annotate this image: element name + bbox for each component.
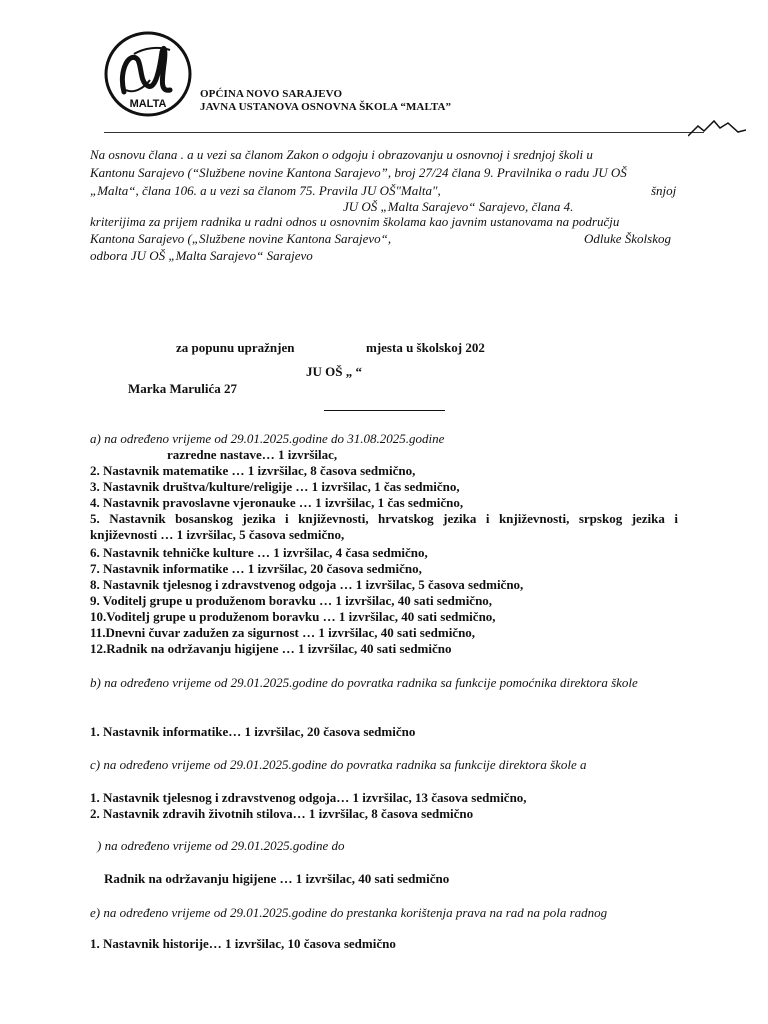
title-line-1b: mjesta u školskoj 202 <box>366 340 485 355</box>
intro-line-4: JU OŠ „Malta Sarajevo“ Sarajevo, člana 4. <box>343 199 574 214</box>
intro-line-3a: „Malta“, člana 106. a u vezi sa članom 75. Pravila JU OŠ"Malta", <box>90 183 441 198</box>
school-logo <box>104 30 192 122</box>
school-name: JAVNA USTANOVA OSNOVNA ŠKOLA “MALTA” <box>200 101 452 113</box>
header-rule <box>104 132 704 133</box>
section-b-item: 1. Nastavnik informatike… 1 izvršilac, 20 časova sedmično <box>90 724 416 739</box>
section-d-heading: ) na određeno vrijeme od 29.01.2025.godine do <box>97 838 345 853</box>
section-a-item: 5. Nastavnik bosanskog jezika i književnosti, hrvatskog jezika i književnosti, srpskog jezika i <box>90 511 678 526</box>
section-a-item: 11.Dnevni čuvar zadužen za sigurnost … 1 izvršilac, 40 sati sedmično, <box>90 625 476 640</box>
section-a-item: književnosti … 1 izvršilac, 5 časova sedmično, <box>90 527 345 542</box>
section-b-heading: b) na određeno vrijeme od 29.01.2025.godine do povratka radnika sa funkcije pomoćnika direktora škole <box>90 675 638 690</box>
section-a-item: 12.Radnik na održavanju higijene … 1 izvršilac, 40 sati sedmično <box>90 641 452 656</box>
section-c-item: 1. Nastavnik tjelesnog i zdravstvenog odgoja… 1 izvršilac, 13 časova sedmično, <box>90 790 527 805</box>
section-a-heading: a) na određeno vrijeme od 29.01.2025.godine do 31.08.2025.godine <box>90 431 445 446</box>
section-c-heading: c) na određeno vrijeme od 29.01.2025.godine do povratka radnika sa funkcije direktora škole a <box>90 757 587 772</box>
title-line-1a: za popunu upražnjen <box>176 340 295 355</box>
municipality-name: OPĆINA NOVO SARAJEVO <box>200 88 343 100</box>
intro-line-7: odbora JU OŠ „Malta Sarajevo“ Sarajevo <box>90 248 313 263</box>
section-a-item: 2. Nastavnik matematike … 1 izvršilac, 8 časova sedmično, <box>90 463 416 478</box>
intro-line-6a: Kantona Sarajevo („Službene novine Kantona Sarajevo“, <box>90 231 392 246</box>
section-c-item: 2. Nastavnik zdravih životnih stilova… 1 izvršilac, 8 časova sedmično <box>90 806 474 821</box>
intro-line-5: kriterijima za prijem radnika u radni odnos u osnovnim školama kao javnim ustanovama na području <box>90 214 620 229</box>
intro-line-1: Na osnovu člana . a u vezi sa članom Zakon o odgoju i obrazovanju u osnovnoj i srednjoj školi u <box>90 147 593 162</box>
section-d-item: Radnik na održavanju higijene … 1 izvršilac, 40 sati sedmično <box>104 871 450 886</box>
section-a-item: 4. Nastavnik pravoslavne vjeronauke … 1 izvršilac, 1 čas sedmično, <box>90 495 464 510</box>
logo-text: MALTA <box>129 98 167 110</box>
section-a-item: 6. Nastavnik tehničke kulture … 1 izvršilac, 4 časa sedmično, <box>90 545 428 560</box>
title-line-3: Marka Marulića 27 <box>128 381 238 396</box>
intro-line-3b: šnjoj <box>651 183 677 198</box>
section-a-item: 3. Nastavnik društva/kulture/religije … 1 izvršilac, 1 čas sedmično, <box>90 479 460 494</box>
mountain-icon <box>688 118 746 138</box>
section-a-item: razredne nastave… 1 izvršilac, <box>167 447 338 462</box>
section-a-item: 10.Voditelj grupe u produženom boravku … 1 izvršilac, 40 sati sedmično, <box>90 609 496 624</box>
section-e-item: 1. Nastavnik historije… 1 izvršilac, 10 časova sedmično <box>90 936 396 951</box>
intro-line-6b: Odluke Školskog <box>584 231 672 246</box>
section-a-item: 8. Nastavnik tjelesnog i zdravstvenog odgoja … 1 izvršilac, 5 časova sedmično, <box>90 577 524 592</box>
section-a-item: 7. Nastavnik informatike … 1 izvršilac, 20 časova sedmično, <box>90 561 422 576</box>
section-e-heading: e) na određeno vrijeme od 29.01.2025.godine do prestanka korištenja prava na rad na pola radnog <box>90 905 608 920</box>
title-line-2: JU OŠ „ “ <box>306 364 362 379</box>
intro-line-2: Kantonu Sarajevo (“Službene novine Kantona Sarajevo”, broj 27/24 člana 9. Pravilnika o radu JU OŠ <box>90 165 627 180</box>
title-underline <box>324 410 445 411</box>
section-a-item: 9. Voditelj grupe u produženom boravku … 1 izvršilac, 40 sati sedmično, <box>90 593 493 608</box>
